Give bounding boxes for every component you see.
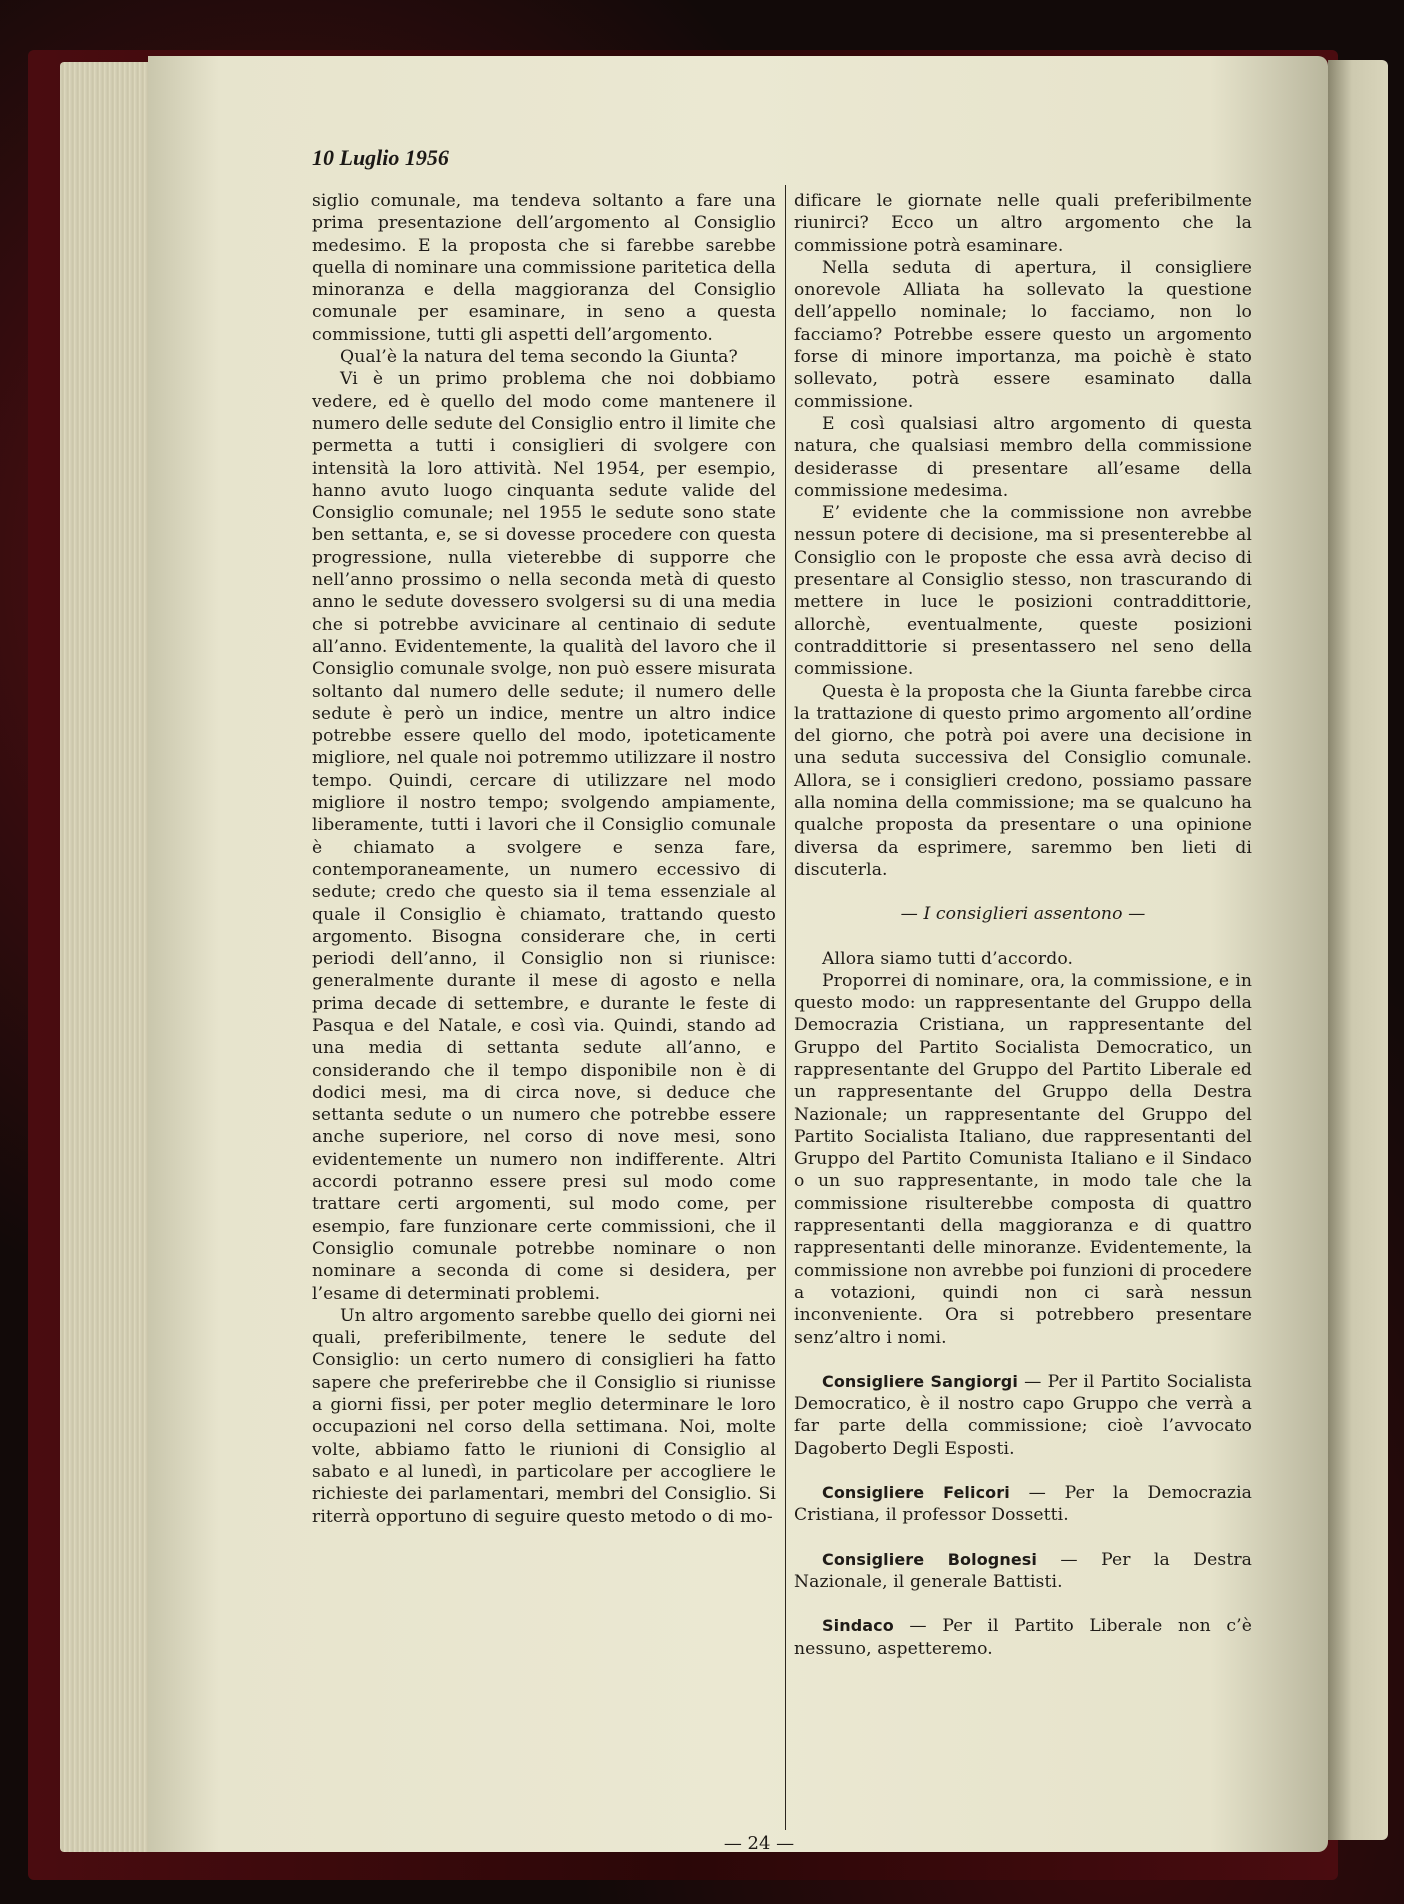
speech-sangiorgi: [794, 1371, 1252, 1460]
right-column: [794, 190, 1252, 1660]
left-column: [312, 190, 776, 1528]
left-paragraph-1: siglio comunale, ma tendeva soltanto a fare una prima presentazione dell’argomento al Consiglio medesimo. E la proposta che si farebbe sarebbe quella di nominare una commissione paritetica della minoranza e della maggioranza del Consiglio comunale per esaminare, in seno a questa commissione, tutti gli aspetti dell’argomento.: [312, 191, 776, 345]
left-paragraph-2: Qual’è la natura del tema secondo la Giunta?: [340, 347, 738, 368]
speaker-name: Sindaco: [822, 1616, 894, 1636]
speech-sindaco: [794, 1615, 1252, 1660]
speech-felicori: [794, 1482, 1252, 1527]
left-paragraph-4: Un altro argomento sarebbe quello dei giorni nei quali, preferibilmente, tenere le sedute del Consiglio: un certo numero di consiglieri ha fatto sapere che preferirebbe che il Consiglio si riunisse a giorni fissi, per poter meglio determinare le loro occupazioni nel corso della settimana. Noi, molte volte, abbiamo fatto le riunioni di Consiglio al sabato e al lunedì, in particolare per accogliere le richieste dei parlamentari, membri del Consiglio. Si riterrà opportuno di seguire questo metodo o di mo-: [312, 1305, 776, 1527]
right-paragraph-3: E così qualsiasi altro argomento di questa natura, che qualsiasi membro della commissione desiderasse di presentare all’esame della commissione medesima.: [794, 413, 1252, 501]
right-paragraph-6: Allora siamo tutti d’accordo.: [822, 948, 1074, 969]
facing-page-edge: [1328, 60, 1388, 1840]
right-paragraph-4: E’ evidente che la commissione non avrebbe nessun potere di decisione, ma si presenterebbe al Consiglio con le proposte che essa avrà deciso di presentare al Consiglio stesso, non trascurando di mettere in luce le posizioni contraddittorie, allorchè, eventualmente, queste posizioni contraddittorie si presentassero nel seno della commissione.: [794, 503, 1252, 680]
right-paragraph-5: Questa è la proposta che la Giunta farebbe circa la trattazione di questo primo argomento all’ordine del giorno, che potrà poi avere una decisione in una seduta successiva del Consiglio comunale. Allora, se i consiglieri credono, possiamo passare alla nomina della commissione; ma se qualcuno ha qualche proposta da presentare o una opinione diversa da esprimere, saremmo ben lieti di discuterla.: [794, 681, 1252, 880]
speaker-name: Consigliere Sangiorgi: [822, 1371, 1018, 1391]
right-paragraph-2: Nella seduta di apertura, il consigliere onorevole Alliata ha sollevato la questione dell’appello nominale; lo facciamo, non lo facciamo? Potrebbe essere questo un argomento forse di minore importanza, ma poichè è stato sollevato, potrà essere esaminato dalla commissione.: [794, 257, 1252, 412]
speech-text: — Per la Destra Nazionale, il generale Battisti.: [794, 1549, 1252, 1592]
stage-direction: — I consiglieri assentono —: [900, 904, 1146, 925]
speech-bolognesi: [794, 1549, 1252, 1594]
speaker-name: Consigliere Bolognesi: [822, 1549, 1038, 1569]
speaker-name: Consigliere Felicori: [822, 1483, 1010, 1503]
left-paragraph-3: Vi è un primo problema che noi dobbiamo vedere, ed è quello del modo come mantenere il numero delle sedute del Consiglio entro il limite che permetta a tutti i consiglieri di svolgere con intensità la loro attività. Nel 1954, per esempio, hanno avuto luogo cinquanta sedute valide del Consiglio comunale; nel 1955 le sedute sono state ben settanta, e, se si dovesse procedere con questa progressione, nulla vieterebbe di supporre che nell’anno prossimo o nella seconda metà di questo anno le sedute dovessero svolgersi su di una media che si potrebbe avvicinare al centinaio di sedute all’anno. Evidentemente, la qualità del lavoro che il Consiglio comunale svolge, non può essere misurata soltanto dal numero delle sedute; il numero delle sedute è però un indice, mentre un altro indice potrebbe essere quello del modo, ipoteticamente migliore, nel quale noi potremmo utilizzare il nostro tempo. Quindi, cercare di utilizzare nel modo migliore il nostro tempo; svolgendo ampiamente, liberamente, tutti i lavori che il Consiglio comunale è chiamato a svolgere e senza fare, contemporaneamente, un numero eccessivo di sedute; credo che questo sia il tema essenziale al quale il Consiglio è chiamato, trattando questo argomento. Bisogna considerare che, in certi periodi dell’anno, il Consiglio non si riunisce: generalmente durante il mese di agosto e nella prima decade di settembre, e durante le feste di Pasqua e del Natale, e così via. Quindi, stando ad una media di settanta sedute all’anno, e considerando che il tempo disponibile non è di dodici mesi, ma di circa nove, si deduce che settanta sedute o un numero che potrebbe essere anche superiore, nel corso di nove mesi, sono evidentemente un numero non indifferente. Altri accordi potranno essere presi sul modo come trattare certi argomenti, sul modo come, per esempio, fare funzionare certe commissioni, che il Consiglio comunale potrebbe nominare o non nominare a seconda di come si desidera, per l’esame di determinati problemi.: [312, 369, 776, 1304]
speech-text: — Per il Partito Socialista Democratico, è il nostro capo Gruppo che verrà a far parte della commissione; cioè l’avvocato Dagoberto Degli Esposti.: [794, 1371, 1252, 1459]
speech-text: — Per il Partito Liberale non c’è nessuno, aspetteremo.: [794, 1616, 1252, 1659]
speech-text: — Per la Democrazia Cristiana, il professor Dossetti.: [794, 1483, 1253, 1526]
right-paragraph-1: dificare le giornate nelle quali preferibilmente riunirci? Ecco un altro argomento che la commissione potrà esaminare.: [794, 191, 1252, 256]
page-number: — 24 —: [723, 1833, 795, 1854]
page-footer: [0, 1833, 1404, 1854]
page-stack-edge: [60, 62, 156, 1852]
right-paragraph-7: Proporrei di nominare, ora, la commissione, e in questo modo: un rappresentante del Gruppo della Democrazia Cristiana, un rappresentante del Gruppo del Partito Socialista Democratico, un rappresentante del Gruppo del Partito Liberale ed un rappresentante del Gruppo della Destra Nazionale; un rappresentante del Gruppo del Partito Socialista Italiano, due rappresentanti del Gruppo del Partito Comunista Italiano e il Sindaco o un suo rappresentante, in modo tale che la commissione risulterebbe composta di quattro rappresentanti della maggioranza e di quattro rappresentanti delle minoranze. Evidentemente, la commissione non avrebbe poi funzioni di procedere a votazioni, quindi non ci sarà nessun inconveniente. Ora si potrebbero presentare senz’altro i nomi.: [794, 970, 1252, 1348]
column-divider: [785, 185, 786, 1830]
page-header-date: 10 Luglio 1956: [312, 145, 449, 170]
